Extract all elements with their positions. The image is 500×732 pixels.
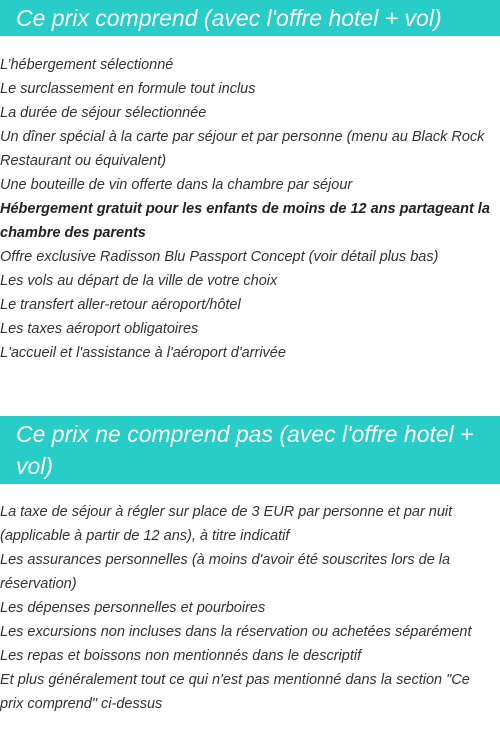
included-section-title: Ce prix comprend (avec l'offre hotel + vol) xyxy=(0,0,500,36)
list-item: L’hébergement sélectionné xyxy=(0,57,174,73)
included-items-list xyxy=(0,53,500,365)
list-item: Les dépenses personnelles et pourboires xyxy=(0,600,266,616)
list-item: Les assurances personnelles (à moins d'avoir été souscrites lors de la réservation) xyxy=(0,552,451,592)
list-item: Le surclassement en formule tout inclus xyxy=(0,81,256,97)
list-item: La taxe de séjour à régler sur place de 3 EUR par personne et par nuit (applicable à partir de 12 ans), à titre indicatif xyxy=(0,504,453,544)
list-item: Les vols au départ de la ville de votre choix xyxy=(0,273,278,289)
list-item: Et plus généralement tout ce qui n'est pas mentionné dans la section "Ce prix comprend" ci-dessus xyxy=(0,672,470,712)
list-item: Le transfert aller-retour aéroport/hôtel xyxy=(0,297,241,313)
list-item: Hébergement gratuit pour les enfants de moins de 12 ans partageant la chambre des parents xyxy=(0,201,490,241)
list-item: La durée de séjour sélectionnée xyxy=(0,105,207,121)
list-item: Offre exclusive Radisson Blu Passport Concept (voir détail plus bas) xyxy=(0,249,439,265)
list-item: Un dîner spécial à la carte par séjour et par personne (menu au Black Rock Restaurant ou équivalent) xyxy=(0,129,485,169)
list-item: Les repas et boissons non mentionnés dans le descriptif xyxy=(0,648,362,664)
list-item: Les excursions non incluses dans la réservation ou achetées séparément xyxy=(0,624,472,640)
excluded-items-list xyxy=(0,500,500,716)
list-item: Les taxes aéroport obligatoires xyxy=(0,321,199,337)
list-item: L'accueil et l'assistance à l'aéroport d'arrivée xyxy=(0,345,286,361)
excluded-section-title: Ce prix ne comprend pas (avec l'offre hotel + vol) xyxy=(0,416,500,484)
list-item: Une bouteille de vin offerte dans la chambre par séjour xyxy=(0,177,353,193)
